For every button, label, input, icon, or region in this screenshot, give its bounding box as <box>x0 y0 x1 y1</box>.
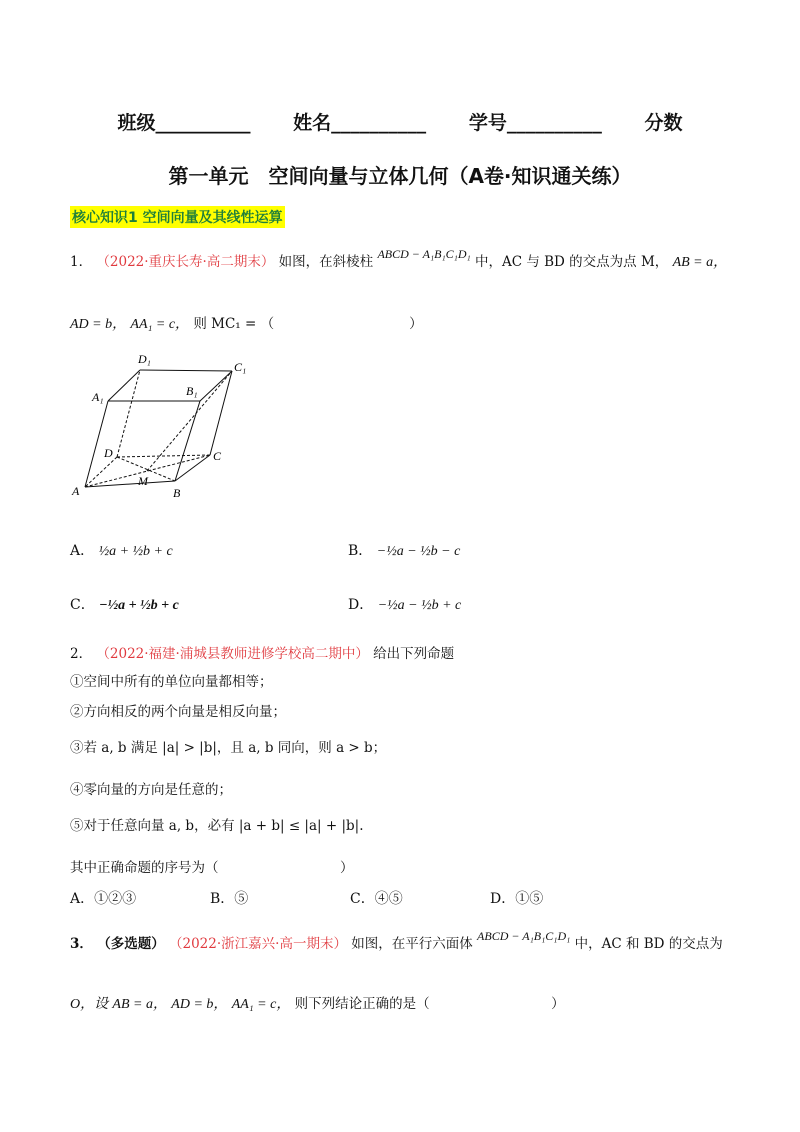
label-a: A <box>72 484 80 498</box>
name-label: 姓名__________ <box>293 112 427 134</box>
label-a1: A₁ <box>92 390 104 404</box>
q2-number: 2． <box>70 646 93 662</box>
q1-aa1-vector: AA₁ = c， <box>130 317 190 332</box>
q1-ab-vector: AB = a， <box>672 255 728 270</box>
q3-ask: 则下列结论正确的是（ ） <box>294 996 565 1012</box>
q1-option-d-expr: −½a − ½b + c <box>377 598 462 613</box>
edge-ab <box>85 481 175 487</box>
q2-item-2: ②方向相反的两个向量是相反向量； <box>70 704 286 720</box>
q1-text-b: 中，AC 与 BD 的交点为点 M， <box>474 254 669 270</box>
q2-option-d-label: D． <box>490 891 516 907</box>
q3-ad-vector: AD = b， <box>171 997 228 1012</box>
q1-option-d-label: D． <box>348 597 374 613</box>
q2-option-c[interactable] <box>350 888 403 908</box>
q3-aa1-vector: AA₁ = c， <box>231 997 291 1012</box>
edge-aa1 <box>85 401 108 487</box>
q1-option-b[interactable] <box>348 540 460 560</box>
q1-option-a[interactable] <box>70 540 173 560</box>
q2-item-1: ①空间中所有的单位向量都相等； <box>70 674 273 690</box>
label-b: B <box>173 486 181 500</box>
q1-line1 <box>70 247 728 271</box>
label-d1: D₁ <box>138 352 151 366</box>
q1-text-a: 如图，在斜棱柱 <box>278 254 374 270</box>
q2-option-a[interactable] <box>70 888 136 908</box>
score-label: 分数 <box>644 112 683 134</box>
q3-line2 <box>70 992 565 1013</box>
q1-option-d[interactable] <box>348 594 461 614</box>
q2-option-d-text: ①⑤ <box>515 891 544 907</box>
q2-option-c-text: ④⑤ <box>374 891 403 907</box>
edge-bc <box>175 455 210 481</box>
q3-ab-vector: AB = a， <box>112 997 167 1012</box>
edge-b1c1 <box>200 371 232 401</box>
q2-option-b[interactable] <box>210 888 248 908</box>
q1-paren: （ ） <box>260 316 423 332</box>
q2-item-3: ③若 a, b 满足 |a| > |b|，且 a, b 同向，则 a > b； <box>70 740 387 756</box>
label-d: D <box>104 446 113 460</box>
edge-cc1 <box>210 371 232 455</box>
q2-line1 <box>70 642 454 662</box>
class-label: 班级__________ <box>117 112 251 134</box>
q3-text-b: 中，AC 和 BD 的交点为 <box>574 936 723 952</box>
section-heading: 核心知识1 空间向量及其线性运算 <box>70 206 285 228</box>
student-id-label: 学号__________ <box>468 112 602 134</box>
q1-option-a-label: A． <box>70 543 95 559</box>
q1-prism-figure <box>70 345 270 505</box>
q3-prism: ABCD − A₁B₁C₁D₁ <box>477 929 571 943</box>
q1-source: （2022·重庆长寿·高二期末） <box>96 254 275 270</box>
q3-text-a: 如图，在平行六面体 <box>351 936 473 952</box>
label-b1: B₁ <box>186 384 198 398</box>
q2-option-b-label: B． <box>210 891 235 907</box>
q2-ask: 其中正确命题的序号为（ ） <box>70 860 354 876</box>
q2-option-d[interactable] <box>490 888 543 908</box>
q2-option-a-text: ①②③ <box>94 891 137 907</box>
q3-number: 3． <box>70 936 93 952</box>
q2-option-c-label: C． <box>350 891 375 907</box>
label-m: M <box>138 474 148 488</box>
edge-dd1 <box>117 370 140 457</box>
label-c1: C₁ <box>234 360 247 374</box>
q1-option-b-expr: −½a − ½b − c <box>376 544 461 559</box>
q1-prism: ABCD − A₁B₁C₁D₁ <box>377 247 471 261</box>
q3-line1 <box>70 929 723 952</box>
q2-source: （2022·福建·浦城县教师进修学校高二期中） <box>96 646 369 662</box>
q1-option-a-expr: ½a + ½b + c <box>98 544 173 559</box>
q2-text: 给出下列命题 <box>373 646 455 662</box>
q1-option-b-label: B． <box>348 543 373 559</box>
q3-o-label: O，设 <box>70 997 109 1012</box>
page-title: 第一单元 空间向量与立体几何（A卷·知识通关练） <box>168 164 632 188</box>
edge-d1a1 <box>108 370 140 401</box>
edge-cd <box>117 455 210 457</box>
q2-option-b-text: ⑤ <box>234 891 249 907</box>
q2-item-5: ⑤对于任意向量 a, b，必有 |a + b| ≤ |a| + |b|. <box>70 818 364 834</box>
q1-ask: 则 MC₁ = <box>193 316 257 332</box>
q1-number: 1． <box>70 254 93 270</box>
label-c: C <box>213 449 222 463</box>
q2-item-4: ④零向量的方向是任意的； <box>70 782 232 798</box>
q1-option-c-label: C． <box>70 597 95 613</box>
q1-ad-vector: AD = b， <box>70 317 127 332</box>
q1-option-c-expr: −½a + ½b + c <box>99 598 179 613</box>
header-line <box>0 108 800 135</box>
q1-line2 <box>70 312 423 333</box>
edge-c1d1 <box>140 370 232 371</box>
q3-source: （2022·浙江嘉兴·高一期末） <box>169 936 347 952</box>
q2-option-a-label: A． <box>70 891 95 907</box>
q3-tag: （多选题） <box>97 936 165 952</box>
q1-option-c[interactable] <box>70 594 179 614</box>
